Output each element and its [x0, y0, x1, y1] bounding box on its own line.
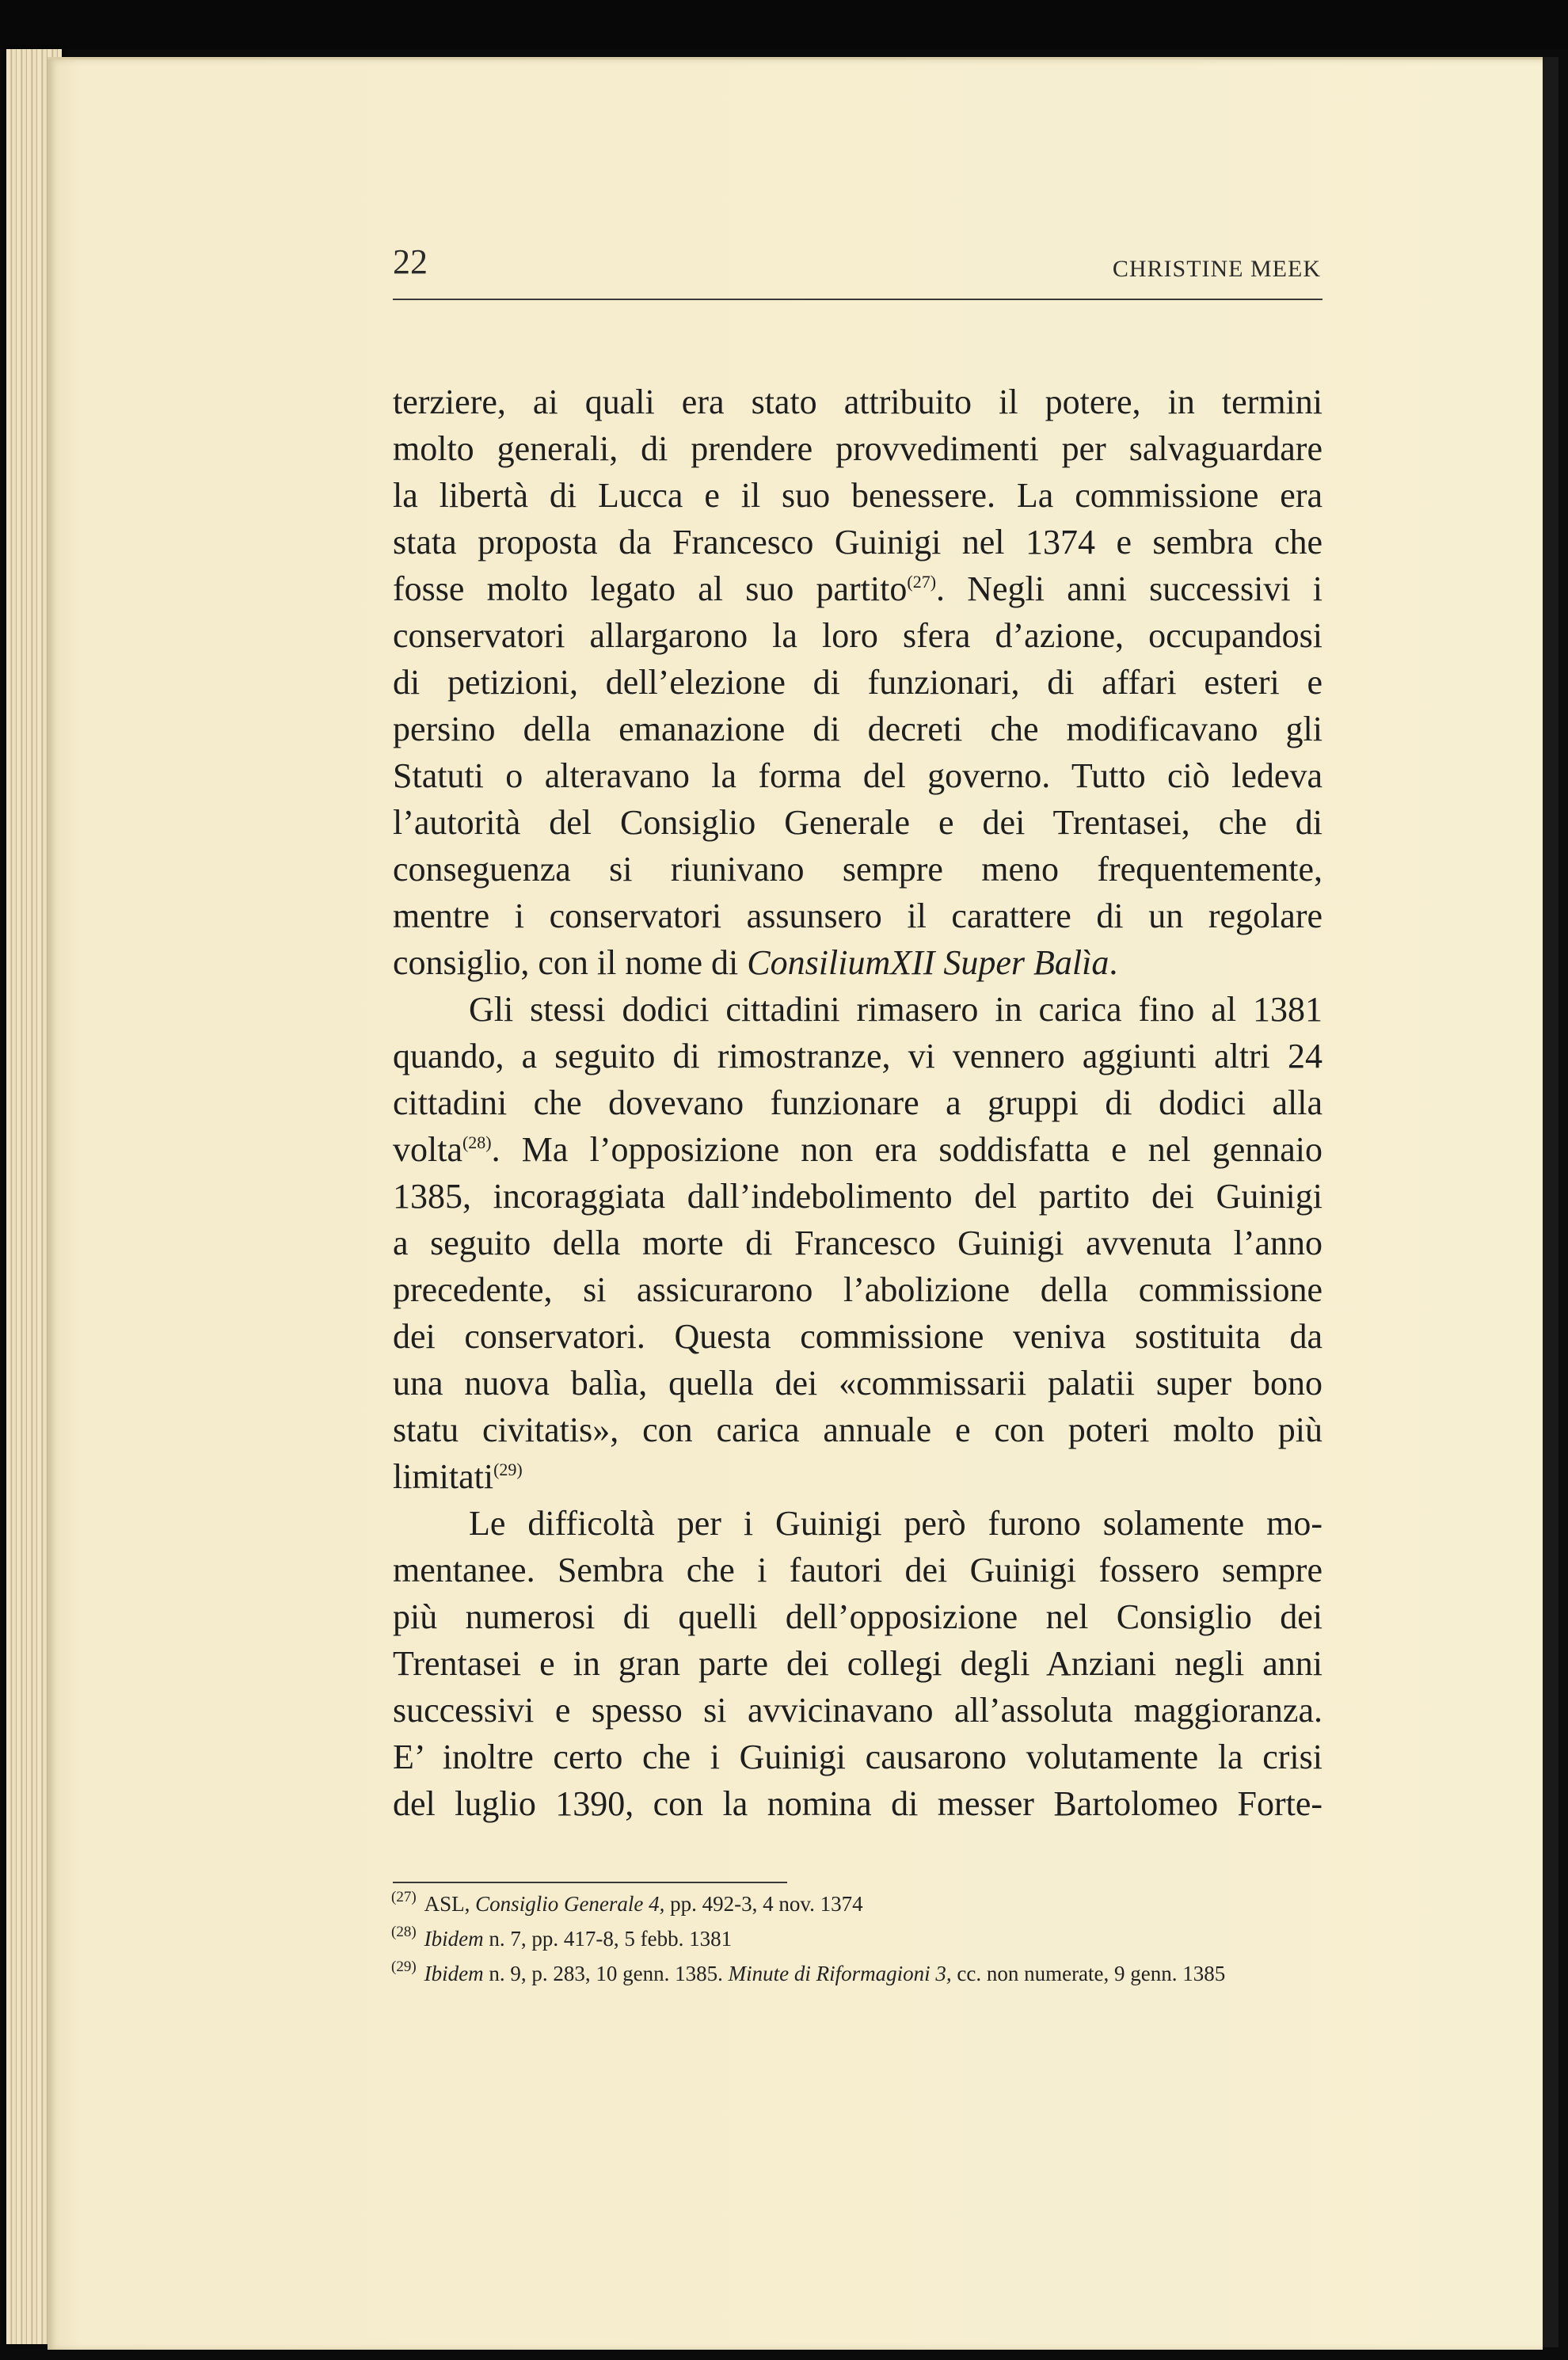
text-line: una nuova balìa, quella dei «commissarii palatii super bono	[393, 1364, 1323, 1403]
text-line: più numerosi di quelli dell’opposizione nel Consiglio dei	[393, 1597, 1323, 1636]
text-line: Statuti o alteravano la forma del governo. Tutto ciò ledeva	[393, 756, 1323, 795]
footnote-number: (28)	[391, 1924, 417, 1940]
text-line: la libertà di Lucca e il suo benessere. La commissione era	[393, 476, 1323, 515]
page-number: 22	[393, 242, 428, 281]
text-line: terziere, ai quali era stato attribuito il potere, in termini	[393, 383, 1323, 421]
text-line: quando, a seguito di rimostranze, vi vennero aggiunti altri 24	[393, 1037, 1323, 1075]
text-line: persino della emanazione di decreti che modificavano gli	[393, 710, 1323, 748]
running-head: CHRISTINE MEEK	[1112, 256, 1321, 282]
footnote-number: (27)	[391, 1889, 417, 1905]
text-line: volta$^{(28)}$. Ma l’opposizione non era soddisfatta e nel gennaio	[393, 1130, 1323, 1169]
text-line: molto generali, di prendere provvedimenti per salvaguardare	[393, 429, 1323, 468]
text-line: precedente, si assicurarono l’abolizione della commissione	[393, 1270, 1323, 1309]
text-line: di petizioni, dell’elezione di funzionari, di affari esteri e	[393, 663, 1323, 702]
text-line: Trentasei e in gran parte dei collegi degli Anziani negli anni	[393, 1644, 1323, 1683]
text-line: conservatori allargarono la loro sfera d’azione, occupandosi	[393, 616, 1323, 655]
text-line: l’autorità del Consiglio Generale e dei Trentasei, che di	[393, 803, 1323, 842]
page-header	[393, 242, 1323, 300]
text-line: a seguito della morte di Francesco Guinigi avvenuta l’anno	[393, 1224, 1323, 1262]
footnote-reference: (29)	[493, 1460, 523, 1479]
text-line: 1385, incoraggiata dall’indebolimento del partito dei Guinigi	[393, 1177, 1323, 1216]
text-line: conseguenza si riunivano sempre meno frequentemente,	[393, 850, 1323, 889]
text-line: del luglio 1390, con la nomina di messer Bartolomeo Forte-	[393, 1784, 1323, 1823]
text-line: cittadini che dovevano funzionare a gruppi di dodici alla	[393, 1083, 1323, 1122]
footnotes	[391, 1886, 1326, 1991]
footnote-divider	[393, 1882, 787, 1883]
text-line: stata proposta da Francesco Guinigi nel 1374 e sembra che	[393, 523, 1323, 561]
scan-background-right	[1543, 57, 1558, 2347]
italic-text: ConsiliumXII Super Balìa	[747, 943, 1109, 982]
footnote: $^{(27)}$ ASL, Consiglio Generale 4, pp. 492-3, 4 nov. 1374	[391, 1889, 863, 1916]
footnote: $^{(28)}$ Ibidem n. 7, pp. 417-8, 5 febb. 1381	[391, 1924, 733, 1951]
text-line: mentanee. Sembra che i fautori dei Guinigi fossero sempre	[393, 1551, 1323, 1589]
footnote-reference: (28)	[462, 1132, 492, 1152]
footnote-reference: (27)	[907, 572, 937, 592]
body-text	[393, 379, 1323, 1827]
text-line: limitati$^{(29)}$	[393, 1457, 523, 1496]
text-line: Le difficoltà per i Guinigi però furono solamente mo-	[469, 1504, 1323, 1543]
text-line: Gli stessi dodici cittadini rimasero in carica fino al 1381	[469, 990, 1323, 1029]
footnote: $^{(29)}$ Ibidem n. 9, p. 283, 10 genn. 1385. Minute di Riformagioni 3, cc. non numerate, 9 genn. 1385	[391, 1958, 1226, 1985]
text-line: mentre i conservatori assunsero il carattere di un regolare	[393, 896, 1323, 935]
text-line: dei conservatori. Questa commissione veniva sostituita da	[393, 1317, 1323, 1356]
scan-background-top	[0, 0, 1568, 49]
text-line: statu civitatis», con carica annuale e con poteri molto più	[393, 1410, 1323, 1449]
text-line: consiglio, con il nome di ConsiliumXII Super Balìa.	[393, 943, 1118, 982]
footnote-number: (29)	[391, 1958, 417, 1975]
text-line: fosse molto legato al suo partito$^{(27)}$. Negli anni successivi i	[393, 569, 1323, 608]
text-line: E’ inoltre certo che i Guinigi causarono volutamente la crisi	[393, 1738, 1323, 1776]
text-line: successivi e spesso si avvicinavano all’assoluta maggioranza.	[393, 1691, 1323, 1730]
